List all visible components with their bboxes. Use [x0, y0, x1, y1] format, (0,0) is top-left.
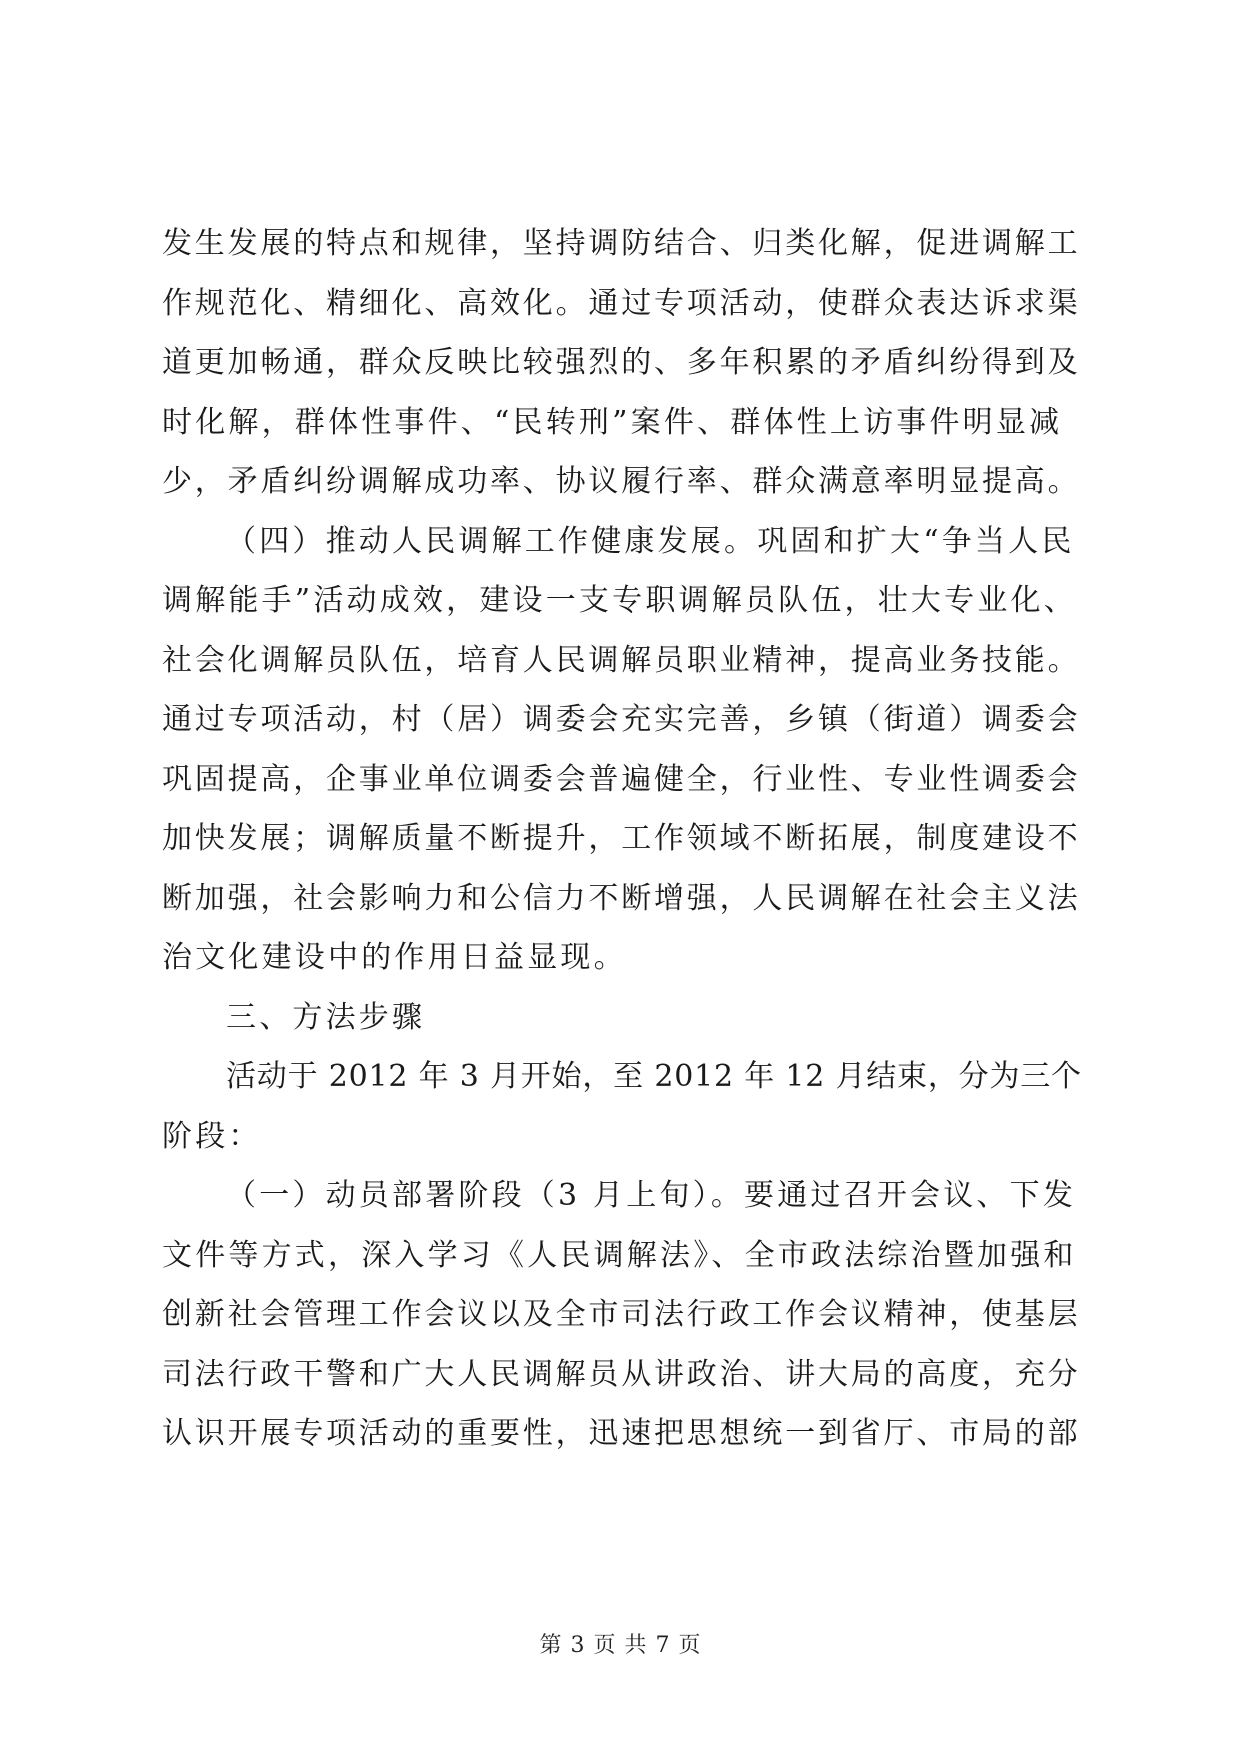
text-line: 时化解，群体性事件、“民转刑”案件、群体性上访事件明显减: [162, 404, 1063, 440]
text-line: 加快发展；调解质量不断提升，工作领域不断拓展，制度建设不: [162, 821, 1081, 856]
page-number-footer: 第 3 页 共 7 页: [539, 1633, 702, 1658]
text-line: 少，矛盾纠纷调解成功率、协议履行率、群众满意率明显提高。: [162, 464, 1081, 499]
text-line: 通过专项活动，村（居）调委会充实完善，乡镇（街道）调委会: [162, 702, 1081, 737]
text-line: 认识开展专项活动的重要性，迅速把思想统一到省厅、市局的部: [162, 1416, 1081, 1451]
text-line: 道更加畅通，群众反映比较强烈的、多年积累的矛盾纠纷得到及: [162, 345, 1081, 380]
text-line: 文件等方式，深入学习《人民调解法》、全市政法综治暨加强和: [162, 1237, 1077, 1273]
text-line: （四）推动人民调解工作健康发展。巩固和扩大“争当人民: [226, 523, 1075, 559]
document-body: [162, 214, 1084, 1464]
text-line: 巩固提高，企事业单位调委会普遍健全，行业性、专业性调委会: [162, 761, 1081, 797]
text-line: 创新社会管理工作会议以及全市司法行政工作会议精神，使基层: [162, 1297, 1081, 1332]
text-line: 三、方法步骤: [226, 999, 426, 1035]
text-line: 断加强，社会影响力和公信力不断增强，人民调解在社会主义法: [162, 880, 1081, 916]
text-line: 活动于 2012 年 3 月开始，至 2012 年 12 月结束，分为三个: [226, 1059, 1082, 1094]
text-line: （一）动员部署阶段（3 月上旬）。要通过召开会议、下发: [226, 1178, 1077, 1213]
text-line: 调解能手”活动成效，建设一支专职调解员队伍，壮大专业化、: [162, 583, 1077, 618]
text-line: 作规范化、精细化、高效化。通过专项活动，使群众表达诉求渠: [162, 285, 1081, 321]
text-line: 阶段：: [162, 1118, 262, 1154]
text-line: 发生发展的特点和规律，坚持调防结合、归类化解，促进调解工: [162, 226, 1081, 261]
text-line: 治文化建设中的作用日益显现。: [162, 940, 627, 975]
text-line: 社会化调解员队伍，培育人民调解员职业精神，提高业务技能。: [162, 642, 1081, 678]
text-line: 司法行政干警和广大人民调解员从讲政治、讲大局的高度，充分: [162, 1356, 1081, 1392]
